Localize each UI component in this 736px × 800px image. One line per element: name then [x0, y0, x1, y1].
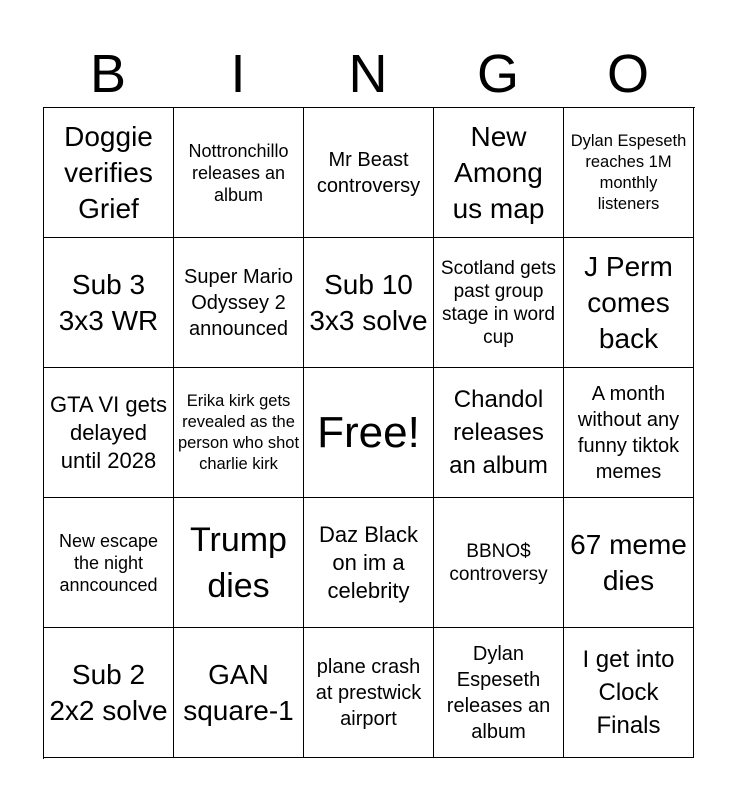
bingo-cell[interactable]: [304, 108, 434, 238]
bingo-cell-text: Chandol releases an album: [449, 386, 548, 479]
bingo-cell[interactable]: [174, 238, 304, 368]
bingo-cell[interactable]: [434, 108, 564, 238]
header-letter-b: B: [89, 44, 127, 104]
bingo-cell[interactable]: [434, 498, 564, 628]
bingo-cell[interactable]: [564, 108, 694, 238]
bingo-cell-text: A month without any funny tiktok memes: [577, 382, 680, 483]
bingo-cell-text: Dylan Espeseth reaches 1M monthly listeners: [570, 131, 687, 213]
bingo-cell[interactable]: [44, 108, 174, 238]
bingo-cell-text: New escape the night anncounced: [58, 530, 159, 595]
free-space-text: Free!: [317, 407, 420, 457]
bingo-cell-text: GTA VI gets delayed until 2028: [50, 391, 167, 473]
bingo-cell[interactable]: [174, 368, 304, 498]
bingo-cell-text: J Perm comes back: [584, 250, 673, 354]
bingo-cell-text: Sub 3 3x3 WR: [58, 268, 159, 336]
bingo-cell-text: Dylan Espeseth releases an album: [446, 642, 551, 743]
header-letter-i: I: [230, 44, 246, 104]
bingo-cell-text: Doggie verifies Grief: [64, 120, 153, 224]
bingo-cell[interactable]: [44, 368, 174, 498]
bingo-cell-text: plane crash at prestwick airport: [315, 655, 422, 730]
bingo-cell-text: Sub 10 3x3 solve: [309, 268, 428, 336]
bingo-cell[interactable]: [434, 368, 564, 498]
bingo-cell-text: Daz Black on im a celebrity: [318, 521, 419, 603]
bingo-cell-text: I get into Clock Finals: [582, 646, 675, 739]
bingo-cell[interactable]: [564, 498, 694, 628]
bingo-cell[interactable]: [434, 238, 564, 368]
bingo-cell-text: Erika kirk gets revealed as the person who shot charlie kirk: [177, 391, 300, 473]
bingo-cell[interactable]: [174, 498, 304, 628]
header-letter-g: G: [476, 44, 519, 104]
header-letter-o: O: [606, 44, 649, 104]
header-letter-n: N: [348, 44, 388, 104]
bingo-cell-text: Super Mario Odyssey 2 announced: [184, 265, 293, 340]
bingo-cell-text: New Among us map: [452, 120, 545, 224]
bingo-header: [43, 40, 693, 108]
bingo-cell-text: Mr Beast controversy: [316, 148, 421, 197]
bingo-cell-text: Scotland gets past group stage in word cup: [440, 257, 557, 348]
bingo-cell[interactable]: [44, 498, 174, 628]
bingo-card-grid: [43, 107, 695, 759]
bingo-cell[interactable]: [304, 628, 434, 758]
bingo-cell[interactable]: [304, 238, 434, 368]
bingo-cell-text: Sub 2 2x2 solve: [49, 658, 168, 726]
bingo-cell-text: Nottronchillo releases an album: [188, 140, 289, 205]
bingo-cell-text: 67 meme dies: [570, 528, 687, 596]
bingo-cell[interactable]: [434, 628, 564, 758]
bingo-cell-text: Trump dies: [190, 520, 287, 605]
bingo-cell[interactable]: [44, 238, 174, 368]
bingo-cell-text: BBNO$ controversy: [449, 540, 548, 585]
bingo-cell[interactable]: [564, 238, 694, 368]
bingo-cell[interactable]: [564, 628, 694, 758]
bingo-cell-text: GAN square-1: [183, 658, 294, 726]
bingo-cell[interactable]: [44, 628, 174, 758]
bingo-cell[interactable]: [304, 498, 434, 628]
bingo-cell[interactable]: [174, 108, 304, 238]
bingo-cell[interactable]: [174, 628, 304, 758]
bingo-cell[interactable]: [564, 368, 694, 498]
free-space-cell[interactable]: [304, 368, 434, 498]
